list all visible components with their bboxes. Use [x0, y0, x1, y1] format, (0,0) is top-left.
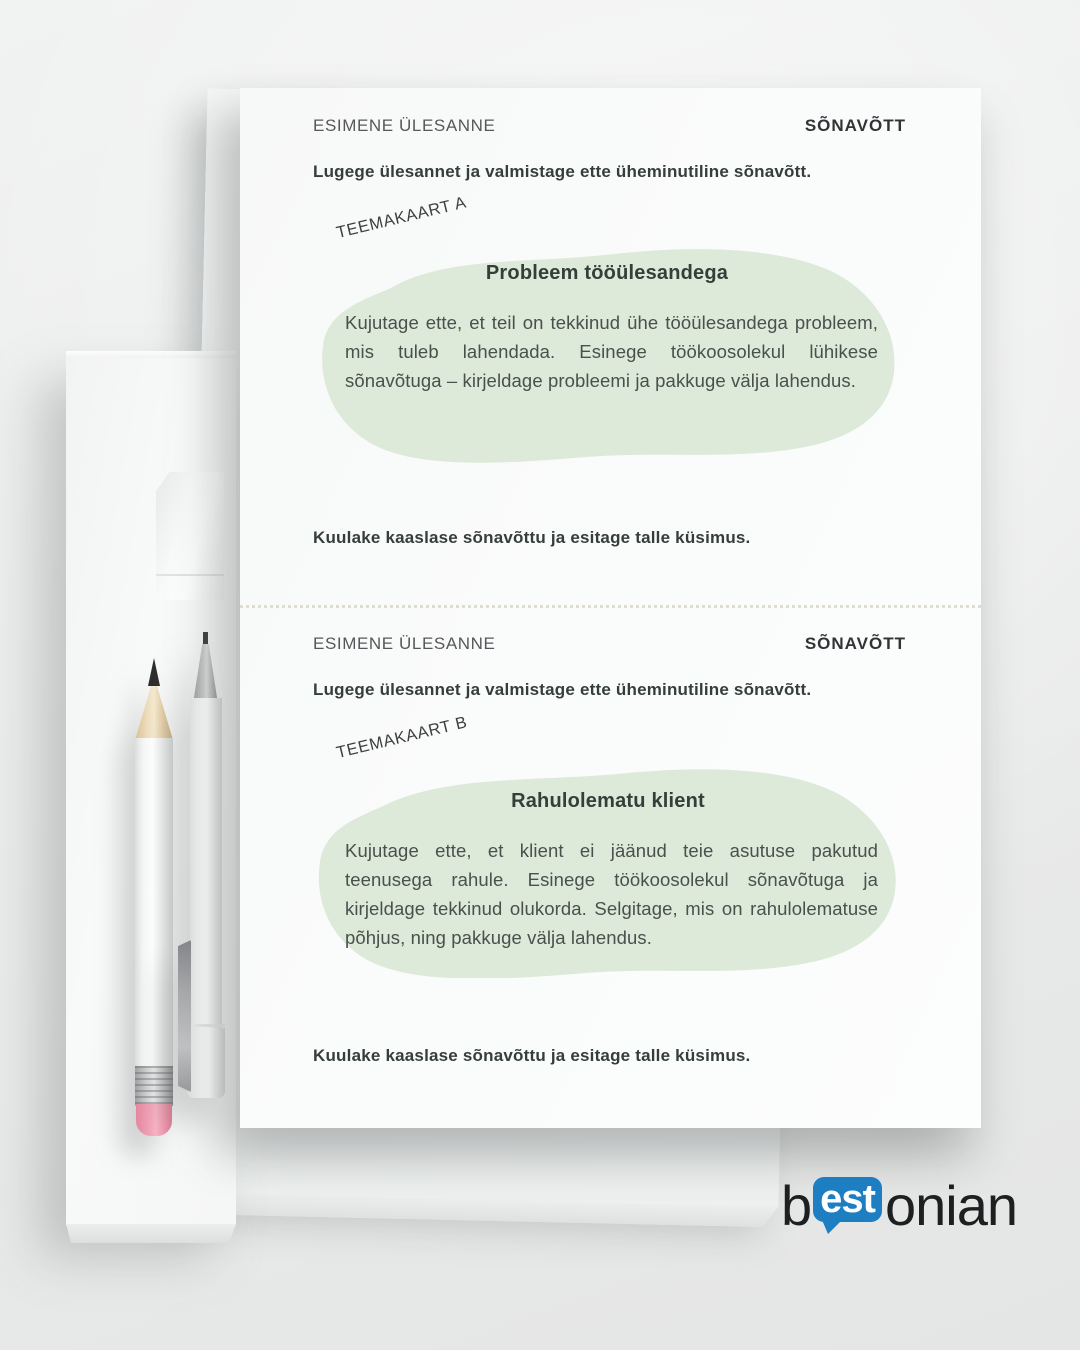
listen-instruction: Kuulake kaaslase sõnavõttu ja esitage talle küsimus.: [313, 528, 751, 547]
pencil-graphite-tip: [148, 658, 160, 686]
topic-title: Probleem tööülesandega: [485, 262, 729, 284]
logo-text-suffix: onian: [884, 1174, 1017, 1237]
section-header: [313, 116, 906, 136]
pen: [178, 630, 230, 1100]
eraser: [156, 472, 224, 600]
topic-type-heading: SÕNAVÕTT: [804, 634, 906, 653]
task-heading: ESIMENE ÜLESANNE: [313, 634, 496, 653]
pen-lower-body: [187, 1028, 225, 1098]
pen-upper-body: [190, 698, 222, 1032]
topic-card-a: [314, 234, 900, 466]
topic-text: Kujutage ette, et klient ei jäänud teie asutuse pakutud teenusega rahule. Esinege töökoosolekul sõnavõtuga ja kirjeldage tekkinud olukorda. Selgitage, mis on rahulolematuse põhjus, ning pakkuge välja lahendus.: [345, 840, 878, 948]
pen-cone: [192, 644, 219, 700]
pencil: [135, 658, 173, 1136]
pen-clip: [178, 940, 191, 1092]
pencil-body: [135, 738, 173, 1068]
logo-text-prefix: b: [781, 1174, 812, 1237]
pen-point: [203, 632, 208, 646]
task-heading: ESIMENE ÜLESANNE: [313, 116, 496, 135]
pencil-eraser-end: [136, 1104, 172, 1136]
topic-title: Rahulolematu klient: [511, 790, 705, 812]
logo-speech-bubble: [813, 1177, 882, 1222]
topic-text: Kujutage ette, et teil on tekkinud ühe tööülesandega probleem, mis tuleb lahendada. Esinege töökoosolekul lühikese sõnavõtuga – kirjeldage probleemi ja pakkuge välja lahendus.: [345, 312, 878, 391]
topic-type-heading: SÕNAVÕTT: [804, 116, 906, 135]
listen-instruction: Kuulake kaaslase sõnavõttu ja esitage talle küsimus.: [313, 1046, 751, 1065]
topic-card-b: [312, 758, 904, 978]
worksheet-section-b: [240, 606, 981, 1128]
worksheet-section-a: [240, 88, 981, 606]
worksheet-paper: [240, 88, 981, 1128]
logo-text-highlight: est: [820, 1176, 875, 1221]
section-header: [313, 634, 906, 654]
topic-card-label: TEEMAKAART A: [334, 193, 469, 243]
topic-card-label: TEEMAKAART B: [334, 713, 470, 763]
pencil-ferrule: [135, 1066, 173, 1106]
task-instruction: Lugege ülesannet ja valmistage ette üheminutiline sõnavõtt.: [313, 680, 812, 699]
bestonian-logo: [781, 1174, 1017, 1237]
task-instruction: Lugege ülesannet ja valmistage ette üheminutiline sõnavõtt.: [313, 162, 812, 181]
